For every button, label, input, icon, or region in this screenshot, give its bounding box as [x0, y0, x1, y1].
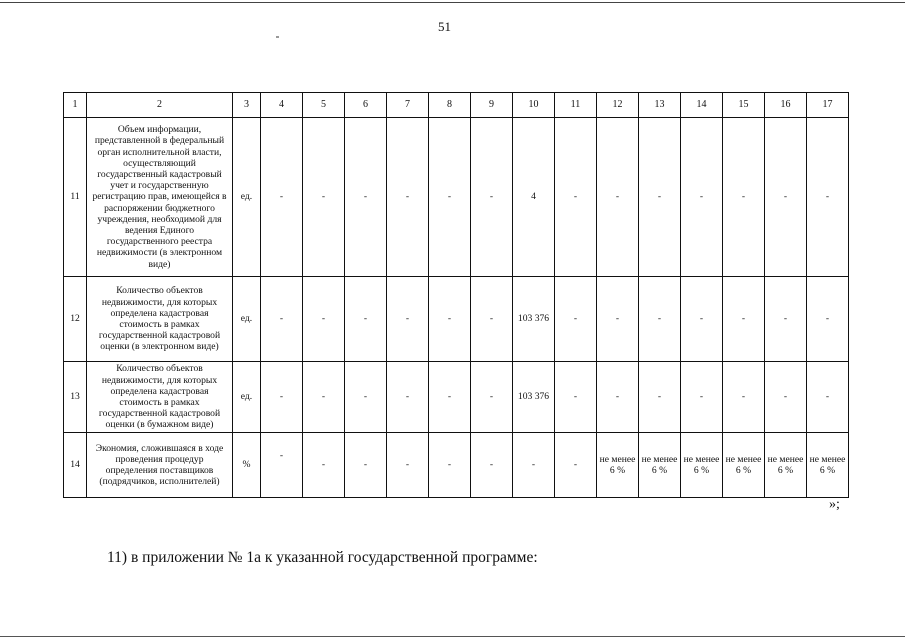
value-cell: - [723, 362, 765, 433]
value-cell: - [639, 362, 681, 433]
unit-cell: ед. [233, 362, 261, 433]
value-cell: - [639, 118, 681, 277]
value-cell: 103 376 [513, 277, 555, 362]
value-cell: - [723, 277, 765, 362]
page-number: 51 [438, 19, 451, 34]
value-cell: - [303, 433, 345, 498]
value-cell: не менее 6 % [765, 433, 807, 498]
value-cell: - [345, 277, 387, 362]
value-cell: не менее 6 % [723, 433, 765, 498]
value-cell: - [807, 118, 849, 277]
top-border-line [0, 2, 905, 3]
column-number-header: 12 [597, 93, 639, 118]
indicator-name: Экономия, сложившаяся в ходе проведения процедур определения поставщиков (подрядчиков, исполнителей) [87, 433, 233, 498]
value-cell: - [429, 118, 471, 277]
column-number-header: 5 [303, 93, 345, 118]
row-number: 14 [64, 433, 87, 498]
value-cell: - [387, 118, 429, 277]
value-cell: - [345, 433, 387, 498]
column-number-header: 16 [765, 93, 807, 118]
value-cell: - [639, 277, 681, 362]
value-cell: - [681, 362, 723, 433]
column-number-header: 1 [64, 93, 87, 118]
indicator-name: Количество объектов недвижимости, для которых определена кадастровая стоимость в рамках государственной кадастровой оценки (в бумажном виде) [87, 362, 233, 433]
value-cell: - [765, 277, 807, 362]
unit-cell: ед. [233, 118, 261, 277]
column-number-header: 7 [387, 93, 429, 118]
value-cell: - [681, 277, 723, 362]
row-number: 12 [64, 277, 87, 362]
value-cell: - [429, 362, 471, 433]
value-cell: - [261, 277, 303, 362]
value-cell: - [765, 362, 807, 433]
value-cell: - [555, 118, 597, 277]
column-number-header: 6 [345, 93, 387, 118]
value-cell: - [471, 277, 513, 362]
bottom-border-line [0, 636, 905, 637]
unit-cell: ед. [233, 277, 261, 362]
value-cell: не менее 6 % [681, 433, 723, 498]
value-text: - [279, 450, 284, 462]
column-number-header: 17 [807, 93, 849, 118]
value-cell: - [429, 433, 471, 498]
value-cell: - [513, 433, 555, 498]
value-cell: - [807, 277, 849, 362]
value-cell: - [723, 118, 765, 277]
column-number-header: 14 [681, 93, 723, 118]
value-cell: - [555, 277, 597, 362]
table-row [64, 362, 849, 433]
column-number-header: 15 [723, 93, 765, 118]
value-cell: - [345, 362, 387, 433]
table-row [64, 118, 849, 277]
value-cell: - [597, 118, 639, 277]
value-cell: - [471, 362, 513, 433]
value-cell [261, 433, 303, 498]
value-cell: 103 376 [513, 362, 555, 433]
value-cell: 4 [513, 118, 555, 277]
column-number-header: 13 [639, 93, 681, 118]
value-cell: не менее 6 % [639, 433, 681, 498]
value-cell: - [261, 362, 303, 433]
value-cell: - [303, 277, 345, 362]
unit-cell: % [233, 433, 261, 498]
column-number-header: 3 [233, 93, 261, 118]
indicator-name: Количество объектов недвижимости, для которых определена кадастровая стоимость в рамках государственной кадастровой оценки (в электронном виде) [87, 277, 233, 362]
value-cell: - [555, 433, 597, 498]
column-number-header: 2 [87, 93, 233, 118]
amendment-item-text: 11) в приложении № 1а к указанной государственной программе: [107, 549, 538, 566]
table-header-row [64, 93, 849, 118]
value-cell: - [597, 362, 639, 433]
table-row [64, 433, 849, 498]
value-cell: - [765, 118, 807, 277]
column-number-header: 10 [513, 93, 555, 118]
value-cell: - [303, 118, 345, 277]
value-cell: - [387, 277, 429, 362]
value-cell: - [261, 118, 303, 277]
value-cell: - [681, 118, 723, 277]
column-number-header: 8 [429, 93, 471, 118]
value-cell: - [471, 433, 513, 498]
indicator-name: Объем информации, представленной в федеральный орган исполнительной власти, осуществляющий государственный кадастровый учет и государственную регистрацию прав, имеющейся в распоряжении бюджетного учреждения, необходимой для ведения Единого государственного реестра недвижимости (в электронном виде) [87, 118, 233, 277]
column-number-header: 9 [471, 93, 513, 118]
value-cell: - [429, 277, 471, 362]
value-cell: не менее 6 % [807, 433, 849, 498]
value-cell: - [597, 277, 639, 362]
table-row [64, 277, 849, 362]
row-number: 11 [64, 118, 87, 277]
value-cell: - [555, 362, 597, 433]
scan-speck [276, 36, 279, 38]
value-cell: не менее 6 % [597, 433, 639, 498]
value-cell: - [807, 362, 849, 433]
value-cell: - [345, 118, 387, 277]
column-number-header: 4 [261, 93, 303, 118]
value-cell: - [387, 433, 429, 498]
value-cell: - [387, 362, 429, 433]
column-number-header: 11 [555, 93, 597, 118]
closing-quote-mark: »; [829, 497, 840, 512]
value-cell: - [303, 362, 345, 433]
row-number: 13 [64, 362, 87, 433]
value-cell: - [471, 118, 513, 277]
program-indicators-table [63, 92, 849, 498]
